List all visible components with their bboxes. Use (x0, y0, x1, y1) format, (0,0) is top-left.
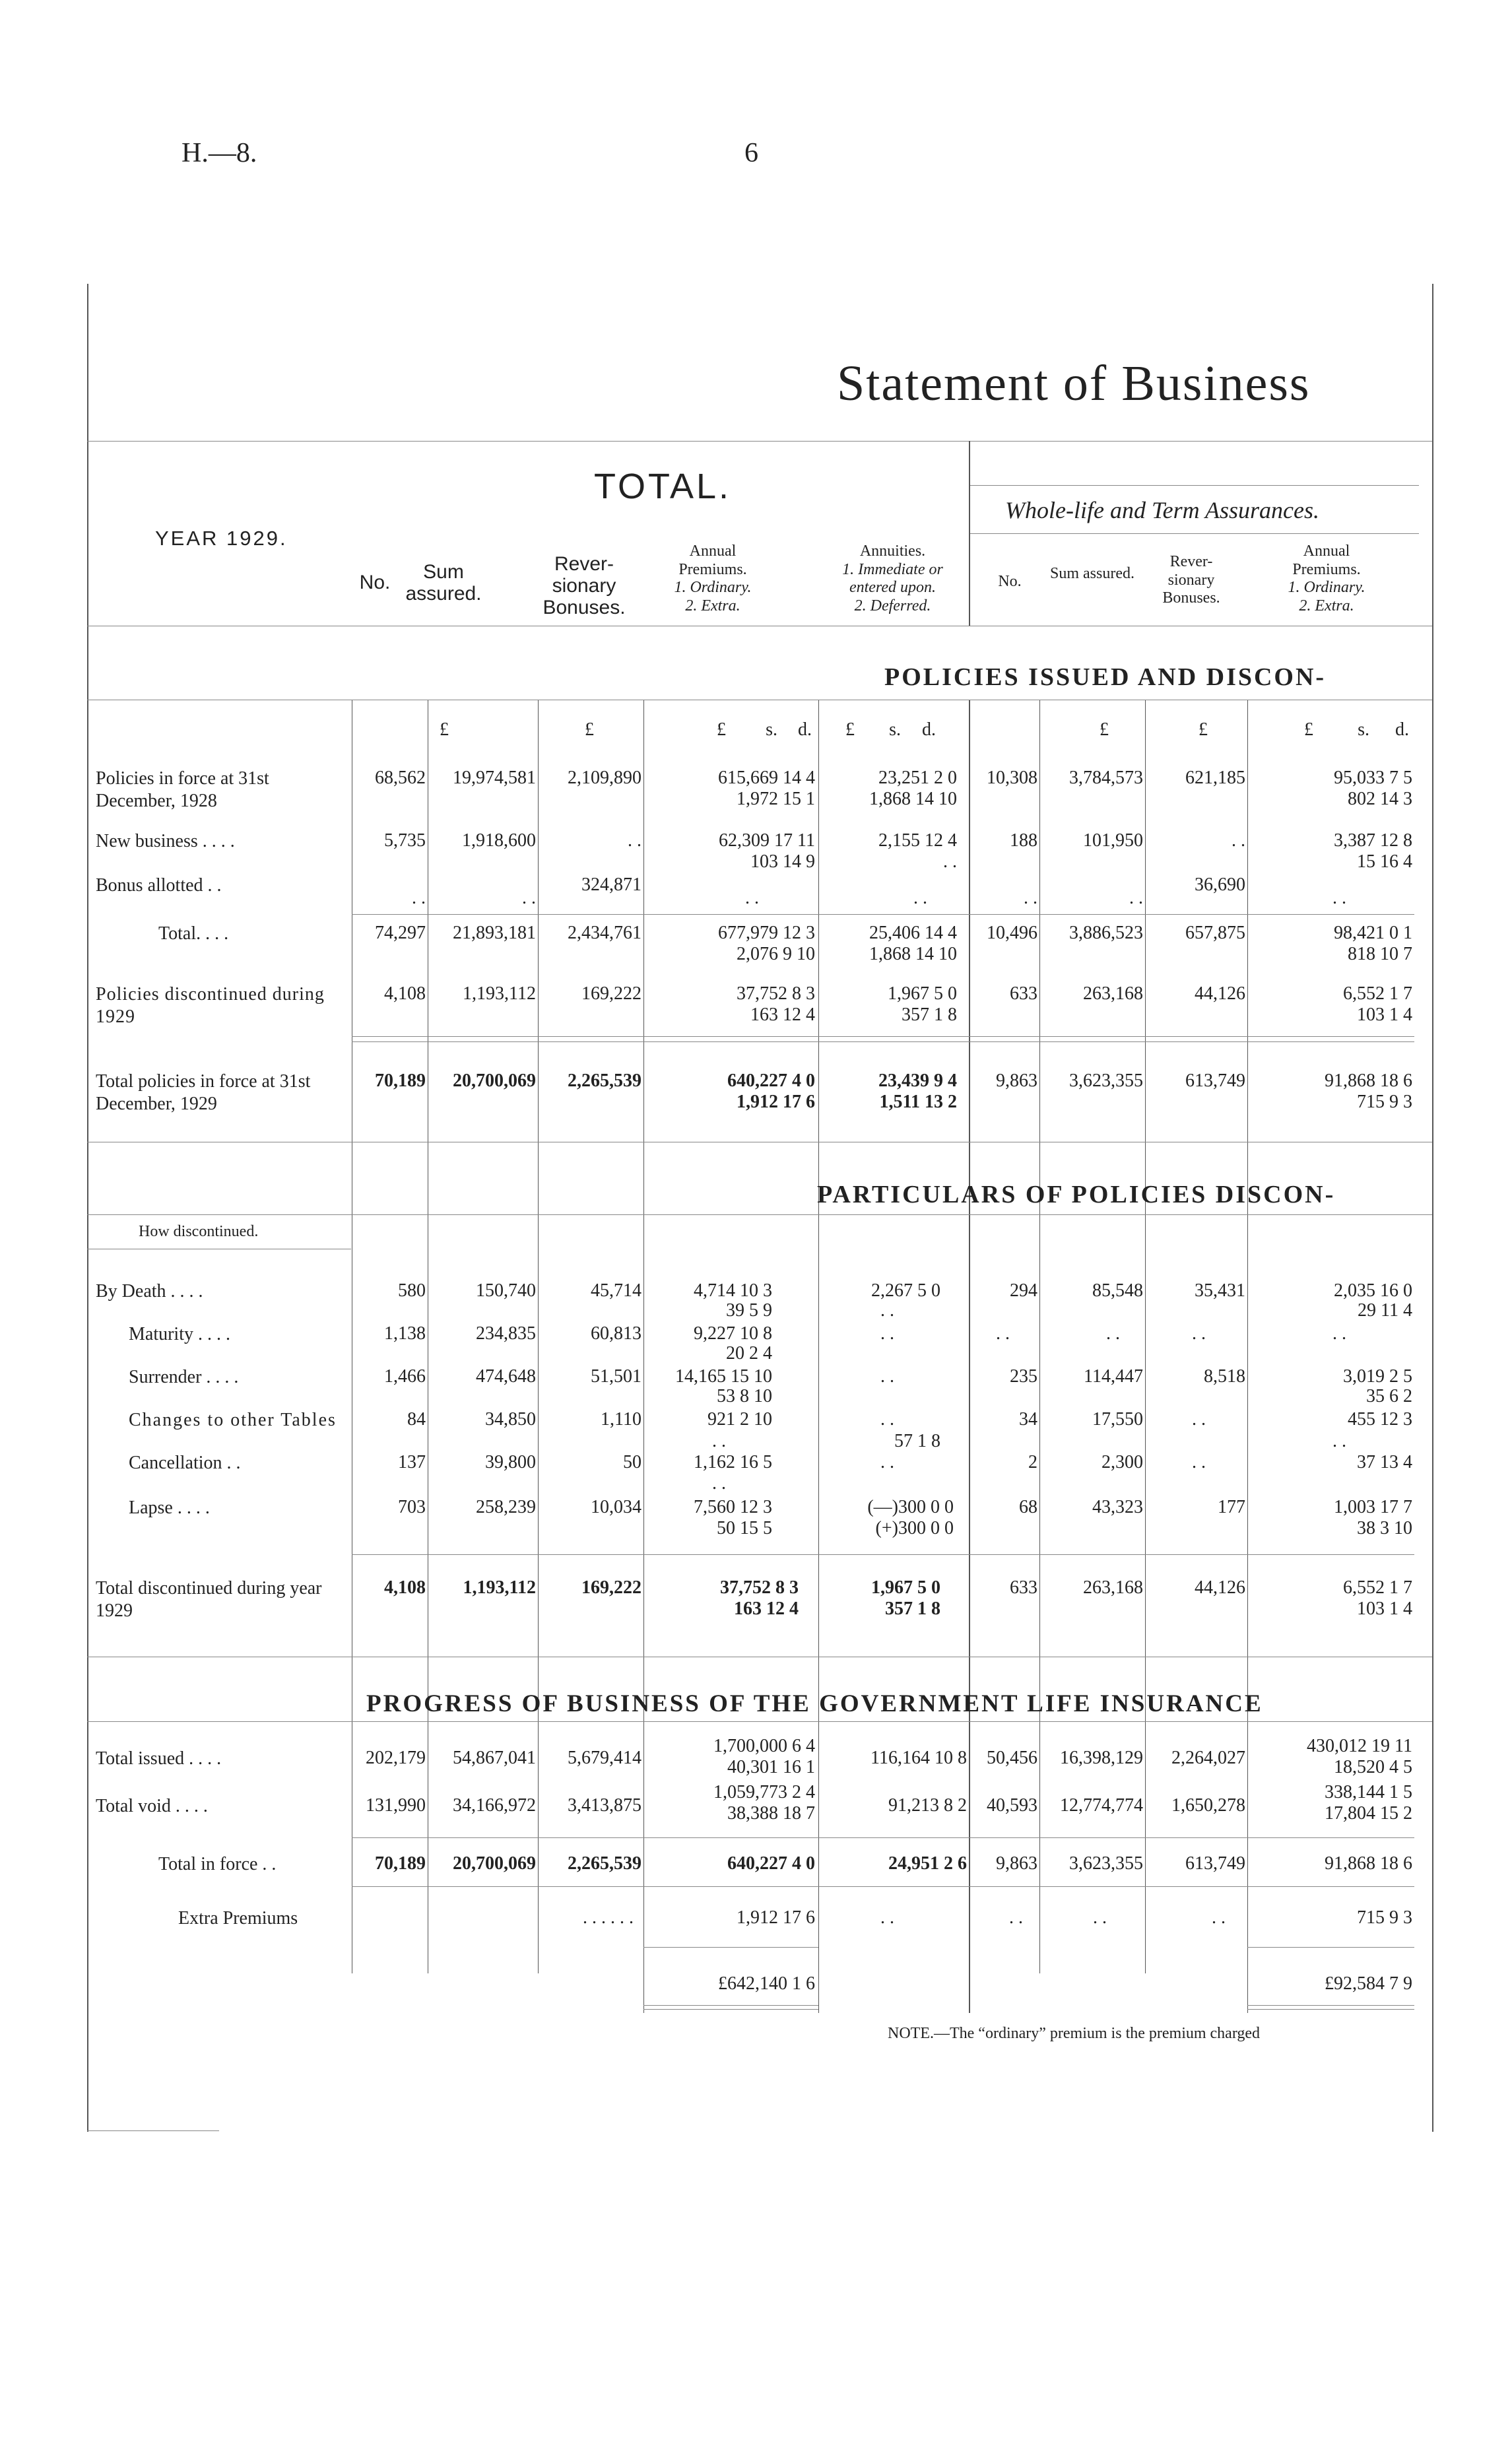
s1-row4-bonus: 169,222 (581, 983, 641, 1004)
s2-row3-ann-2: 57 1 8 (894, 1431, 940, 1451)
page-number: 6 (744, 138, 758, 168)
s1-row5-wl-sum: 3,623,355 (1069, 1071, 1143, 1091)
s1-row3-prem-1: 677,979 12 3 (718, 923, 815, 943)
s1-row4-wl-sum: 263,168 (1083, 983, 1143, 1004)
s2-row5-prem-2: 50 15 5 (717, 1518, 772, 1538)
s1-row4-ann-2: 357 1 8 (902, 1005, 957, 1025)
wl-grand-total-premiums: £92,584 7 9 (1325, 1973, 1412, 1994)
s1-row5-ann-1: 23,439 9 4 (878, 1071, 957, 1091)
s1-row0-ann-1: 23,251 2 0 (878, 768, 957, 788)
s1-row1-wl-prem-2: 15 16 4 (1357, 851, 1412, 872)
s1-row2-wl-no: . . (1024, 888, 1037, 908)
s1-row3-no: 74,297 (375, 923, 426, 943)
s2-row0-wl-no: 294 (1010, 1280, 1037, 1301)
s2-row6-prem-2: 163 12 4 (734, 1599, 799, 1619)
s3-row0-prem-1: 1,700,000 6 4 (713, 1736, 815, 1756)
shilling-sign-1: s. (766, 719, 777, 740)
s3-row2-wl-prem-1: 91,868 18 6 (1325, 1853, 1412, 1874)
s1-row1-prem-1: 62,309 17 11 (719, 830, 815, 851)
s2-row0-bonus: 45,714 (591, 1280, 641, 1301)
s1-row4-prem-1: 37,752 8 3 (737, 983, 815, 1004)
col-annual-premiums: Annual Premiums. 1. Ordinary. 2. Extra. (674, 543, 752, 614)
s2-row1-label: Maturity . . . . (129, 1324, 230, 1344)
s3-row0-bonus: 5,679,414 (568, 1748, 641, 1768)
section1-heading: POLICIES ISSUED AND DISCON- (884, 663, 1327, 691)
s1-row2-wl-sum: . . (1129, 888, 1143, 908)
s2-row1-wl-sum: . . (1106, 1323, 1120, 1344)
s2-row6-label: Total discontinued during year 1929 (96, 1578, 322, 1621)
s2-row5-ann-1: (—)300 0 0 (867, 1497, 954, 1517)
s1-row1-wl-no: 188 (1010, 830, 1037, 851)
s1-row5-label: Total policies in force at 31st December, 1929 (96, 1071, 311, 1114)
s2-row2-sum: 474,648 (476, 1366, 536, 1387)
s1-row3-wl-prem-1: 98,421 0 1 (1334, 923, 1412, 943)
s3-row3-prem-1: 1,912 17 6 (737, 1907, 815, 1928)
s2-row0-wl-prem-1: 2,035 16 0 (1334, 1280, 1412, 1301)
s2-row3-wl-sum: 17,550 (1092, 1409, 1143, 1430)
year-label: YEAR 1929. (155, 527, 288, 550)
s2-row4-sum: 39,800 (485, 1452, 536, 1472)
s2-row2-wl-prem-2: 35 6 2 (1366, 1386, 1412, 1406)
s1-row1-sum: 1,918,600 (462, 830, 536, 851)
bottom-left-rule (87, 2130, 219, 2131)
s2-row3-prem-1: 921 2 10 (707, 1409, 772, 1430)
how-discontinued-label: How discontinued. (139, 1223, 259, 1240)
s3-row1-wl-no: 40,593 (987, 1795, 1037, 1816)
s1-row3-wl-prem-2: 818 10 7 (1348, 944, 1412, 964)
s1-row1-bonus: . . (628, 830, 641, 851)
s2-row6-wl-prem-1: 6,552 1 7 (1343, 1577, 1412, 1598)
s2-row1-prem-2: 20 2 4 (726, 1343, 772, 1364)
s1-row1-ann-2: . . (943, 851, 957, 872)
s3-row3-dots: . . . . . . (583, 1907, 634, 1928)
pound-sign-5: £ (1100, 719, 1109, 740)
s1-row5-wl-bonus: 613,749 (1185, 1071, 1245, 1091)
col-line-3 (538, 700, 539, 1973)
s1-row2-wl-prem-1: . . (1332, 888, 1346, 908)
s3-row1-wl-prem-2: 17,804 15 2 (1325, 1803, 1412, 1824)
s3-row0-wl-prem-1: 430,012 19 11 (1307, 1736, 1412, 1756)
s1-row2-wl-bonus: 36,690 (1195, 874, 1245, 895)
s2-row0-label: By Death . . . . (96, 1281, 203, 1302)
s2-row4-bonus: 50 (623, 1452, 641, 1472)
page-reference: H.—8. (181, 138, 257, 168)
s1-row4-wl-no: 633 (1010, 983, 1037, 1004)
section2-heading: PARTICULARS OF POLICIES DISCON- (817, 1181, 1336, 1208)
col-no: No. (359, 572, 391, 593)
s2-row0-wl-prem-2: 29 11 4 (1358, 1300, 1412, 1321)
s1-row5-sum: 20,700,069 (453, 1071, 536, 1091)
s1-row5-prem-2: 1,912 17 6 (737, 1092, 815, 1112)
s2-row2-label: Surrender . . . . (129, 1367, 239, 1387)
s2-row3-sum: 34,850 (485, 1409, 536, 1430)
wl-heading-rule-top (970, 485, 1419, 486)
s1-row0-wl-prem-1: 95,033 7 5 (1334, 768, 1412, 788)
s3-row3-ann-1: . . (880, 1907, 894, 1928)
s2-row6-prem-1: 37,752 8 3 (720, 1577, 799, 1598)
s1-row0-wl-sum: 3,784,573 (1069, 768, 1143, 788)
s2-row3-wl-prem-1: 455 12 3 (1348, 1409, 1412, 1430)
s2-row4-wl-prem-1: 37 13 4 (1357, 1452, 1412, 1472)
col-sum-assured: Sum assured. (405, 561, 482, 605)
s1-row3-wl-no: 10,496 (987, 923, 1037, 943)
s3-row0-wl-sum: 16,398,129 (1060, 1748, 1143, 1768)
s1-row3-wl-sum: 3,886,523 (1069, 923, 1143, 943)
s1-row0-label: Policies in force at 31st December, 1928 (96, 768, 269, 811)
s3-row1-prem-2: 38,388 18 7 (727, 1803, 815, 1824)
s2-row2-wl-sum: 114,447 (1084, 1366, 1143, 1387)
s1-row5-no: 70,189 (375, 1071, 426, 1091)
s1-row0-bonus: 2,109,890 (568, 768, 641, 788)
shilling-sign-3: s. (1358, 719, 1369, 740)
s2-row6-wl-sum: 263,168 (1083, 1577, 1143, 1598)
s1-row2-bonus: 324,871 (581, 874, 641, 895)
col-line-5 (818, 700, 819, 2013)
s2-total-rule (352, 1554, 1414, 1555)
s1-row2-sum: . . (522, 888, 536, 908)
pound-sign-7: £ (1304, 719, 1313, 740)
s2-row5-sum: 258,239 (476, 1497, 536, 1517)
s3-row0-no: 202,179 (366, 1748, 426, 1768)
s1-row5-ann-2: 1,511 13 2 (879, 1092, 957, 1112)
grand-total-rule-1 (643, 2005, 818, 2006)
s1-row4-sum: 1,193,112 (463, 983, 536, 1004)
s1-row0-sum: 19,974,581 (453, 768, 536, 788)
s1-total-rule-1 (352, 1036, 1414, 1037)
section2-top-rule (87, 1214, 1432, 1215)
s2-row1-sum: 234,835 (476, 1323, 536, 1344)
s3-row0-sum: 54,867,041 (453, 1748, 536, 1768)
s2-row3-no: 84 (407, 1409, 426, 1430)
s3-row1-wl-bonus: 1,650,278 (1171, 1795, 1245, 1816)
left-frame-line (87, 284, 88, 2132)
s1-row5-wl-prem-1: 91,868 18 6 (1325, 1071, 1412, 1091)
s2-row4-no: 137 (398, 1452, 426, 1472)
wl-grand-total-rule-2 (1247, 2009, 1414, 2010)
s2-row0-prem-1: 4,714 10 3 (694, 1280, 772, 1301)
s1-row2-label: Bonus allotted . . (96, 875, 222, 896)
s2-row2-wl-prem-1: 3,019 2 5 (1343, 1366, 1412, 1387)
s2-row6-bonus: 169,222 (581, 1577, 641, 1598)
s2-row4-ann-1: . . (880, 1452, 894, 1472)
s3-row1-wl-prem-1: 338,144 1 5 (1325, 1782, 1412, 1802)
s1-row4-prem-2: 163 12 4 (750, 1005, 815, 1025)
s2-row5-prem-1: 7,560 12 3 (694, 1497, 772, 1517)
wl-col-reversionary-bonuses: Rever-sionary Bonuses. (1162, 553, 1220, 607)
s2-row5-wl-no: 68 (1019, 1497, 1037, 1517)
s3-row2-wl-sum: 3,623,355 (1069, 1853, 1143, 1874)
col-annuities: Annuities. 1. Immediate or entered upon. 2. Deferred. (842, 543, 943, 614)
s2-row5-wl-sum: 43,323 (1092, 1497, 1143, 1517)
s1-row3-ann-1: 25,406 14 4 (869, 923, 957, 943)
s3-row3-wl-prem-1: 715 9 3 (1357, 1907, 1412, 1928)
s2-row3-ann-1: . . (880, 1409, 894, 1430)
s2-row3-bonus: 1,110 (601, 1409, 641, 1430)
s2-row0-ann-2: . . (880, 1300, 894, 1321)
s2-row5-ann-2: (+)300 0 0 (875, 1518, 954, 1538)
s1-row1-label: New business . . . . (96, 831, 235, 851)
s1-row1-ann-1: 2,155 12 4 (878, 830, 957, 851)
wl-col-no: No. (998, 573, 1022, 590)
s1-subtotal-rule (352, 914, 1414, 915)
s1-row0-prem-1: 615,669 14 4 (718, 768, 815, 788)
s2-row4-wl-bonus: . . (1192, 1452, 1206, 1472)
s2-row1-ann-1: . . (880, 1323, 894, 1344)
s2-row0-ann-1: 2,267 5 0 (871, 1280, 940, 1301)
s2-row2-bonus: 51,501 (591, 1366, 641, 1387)
s2-row2-wl-bonus: 8,518 (1204, 1366, 1245, 1387)
s2-row6-wl-no: 633 (1010, 1577, 1037, 1598)
s2-row5-bonus: 10,034 (591, 1497, 641, 1517)
s3-row1-sum: 34,166,972 (453, 1795, 536, 1816)
s1-row1-wl-bonus: . . (1232, 830, 1245, 851)
wl-heading-rule-bottom (970, 533, 1419, 534)
col-reversionary-bonuses: Rever-sionary Bonuses. (542, 553, 626, 618)
total-heading: TOTAL. (594, 467, 732, 506)
s2-row6-wl-prem-2: 103 1 4 (1357, 1599, 1412, 1619)
s3-row0-wl-no: 50,456 (987, 1748, 1037, 1768)
s3-row1-ann-1: 91,213 8 2 (888, 1795, 967, 1816)
s2-row2-wl-no: 235 (1010, 1366, 1037, 1387)
pound-sign-4: £ (845, 719, 855, 740)
s3-subtotal-rule (352, 1837, 1414, 1838)
pence-sign-2: d. (922, 719, 936, 740)
s2-row6-no: 4,108 (384, 1577, 426, 1598)
s1-row5-wl-no: 9,863 (996, 1071, 1037, 1091)
wl-group-divider (969, 441, 970, 626)
s3-row2-wl-bonus: 613,749 (1185, 1853, 1245, 1874)
s2-row2-prem-1: 14,165 15 10 (675, 1366, 772, 1387)
s1-row1-no: 5,735 (384, 830, 426, 851)
s2-row1-wl-bonus: . . (1192, 1323, 1206, 1344)
section3-heading: PROGRESS OF BUSINESS OF THE GOVERNMENT LIFE INSURANCE (366, 1690, 1263, 1717)
s2-row3-wl-prem-2: . . (1332, 1431, 1346, 1451)
s3-row3-wl-sum: . . (1093, 1907, 1107, 1928)
pound-sign-6: £ (1199, 719, 1208, 740)
s3-row2-label: Total in force . . (158, 1854, 277, 1874)
s1-row2-no: . . (412, 888, 426, 908)
s1-row4-wl-prem-1: 6,552 1 7 (1343, 983, 1412, 1004)
s2-row2-no: 1,466 (384, 1366, 426, 1387)
s1-row3-sum: 21,893,181 (453, 923, 536, 943)
s1-row1-prem-2: 103 14 9 (750, 851, 815, 872)
s3-row0-prem-2: 40,301 16 1 (727, 1757, 815, 1777)
s1-row4-ann-1: 1,967 5 0 (888, 983, 957, 1004)
whole-life-heading: Whole-life and Term Assurances. (1005, 497, 1319, 523)
s2-row4-prem-2: . . (712, 1473, 726, 1494)
s2-row4-wl-sum: 2,300 (1101, 1452, 1143, 1472)
pence-sign-1: d. (798, 719, 812, 740)
s3-row3-wl-bonus: . . (1212, 1907, 1226, 1928)
s1-row0-wl-bonus: 621,185 (1185, 768, 1245, 788)
col-line-8 (1145, 700, 1146, 1973)
wl-grand-total-top-rule (1247, 1947, 1414, 1948)
shilling-sign-2: s. (889, 719, 901, 740)
s2-row5-no: 703 (398, 1497, 426, 1517)
s1-row0-ann-2: 1,868 14 10 (869, 789, 957, 809)
s1-row3-label: Total. . . . (158, 923, 229, 944)
s2-row6-wl-bonus: 44,126 (1195, 1577, 1245, 1598)
col-line-4 (643, 700, 644, 2013)
s2-row2-ann-1: . . (880, 1366, 894, 1387)
s2-row4-prem-1: 1,162 16 5 (694, 1452, 772, 1472)
s1-row0-wl-prem-2: 802 14 3 (1348, 789, 1412, 809)
s2-row3-wl-bonus: . . (1192, 1409, 1206, 1430)
s3-row0-wl-bonus: 2,264,027 (1171, 1748, 1245, 1768)
s2-row2-prem-2: 53 8 10 (717, 1386, 772, 1406)
s2-row3-label: Changes to other Tables (129, 1410, 337, 1430)
s2-row1-wl-prem-1: . . (1332, 1323, 1346, 1344)
s3-row2-prem-1: 640,227 4 0 (727, 1853, 815, 1874)
s1-row5-wl-prem-2: 715 9 3 (1357, 1092, 1412, 1112)
s1-row3-wl-bonus: 657,875 (1185, 923, 1245, 943)
s1-row5-prem-1: 640,227 4 0 (727, 1071, 815, 1091)
s2-row5-wl-prem-1: 1,003 17 7 (1334, 1497, 1412, 1517)
grand-total-rule-2 (643, 2009, 818, 2010)
wl-col-sum-assured: Sum assured. (1050, 565, 1134, 582)
s2-row6-ann-2: 357 1 8 (885, 1599, 940, 1619)
s3-row2-ann-1: 24,951 2 6 (888, 1853, 967, 1874)
s3-row3-wl-no: . . (1009, 1907, 1023, 1928)
s1-row3-ann-2: 1,868 14 10 (869, 944, 957, 964)
s3-extra-rule (352, 1886, 1414, 1887)
s2-row3-prem-2: . . (712, 1431, 726, 1451)
s2-row1-wl-no: . . (996, 1323, 1010, 1344)
s2-row6-ann-1: 1,967 5 0 (871, 1577, 940, 1598)
header-top-rule (87, 441, 1432, 442)
pound-sign-1: £ (440, 719, 449, 740)
s2-row0-sum: 150,740 (476, 1280, 536, 1301)
col-line-9 (1247, 700, 1248, 2013)
s1-row3-prem-2: 2,076 9 10 (737, 944, 815, 964)
s3-row3-label: Extra Premiums (178, 1908, 298, 1929)
s3-row2-no: 70,189 (375, 1853, 426, 1874)
s1-row0-prem-2: 1,972 15 1 (737, 789, 815, 809)
s2-row4-label: Cancellation . . (129, 1453, 241, 1473)
s2-row1-prem-1: 9,227 10 8 (694, 1323, 772, 1344)
s3-row1-prem-1: 1,059,773 2 4 (713, 1782, 815, 1802)
s2-row0-no: 580 (398, 1280, 426, 1301)
s3-row2-wl-no: 9,863 (996, 1853, 1037, 1874)
s2-row0-wl-bonus: 35,431 (1195, 1280, 1245, 1301)
s1-row5-bonus: 2,265,539 (568, 1071, 641, 1091)
s2-row0-prem-2: 39 5 9 (726, 1300, 772, 1321)
s2-row1-bonus: 60,813 (591, 1323, 641, 1344)
page-title: Statement of Business (837, 356, 1311, 411)
pound-sign-2: £ (585, 719, 594, 740)
s1-row1-wl-sum: 101,950 (1083, 830, 1143, 851)
s1-row2-ann-1: . . (913, 888, 927, 908)
s3-row0-wl-prem-2: 18,520 4 5 (1334, 1757, 1412, 1777)
s2-row5-label: Lapse . . . . (129, 1498, 210, 1518)
s1-row0-no: 68,562 (375, 768, 426, 788)
grand-total-premiums: £642,140 1 6 (718, 1973, 815, 1994)
s3-row1-wl-sum: 12,774,774 (1060, 1795, 1143, 1816)
right-frame-line (1432, 284, 1433, 2132)
s1-row4-wl-bonus: 44,126 (1195, 983, 1245, 1004)
s2-row4-wl-no: 2 (1028, 1452, 1037, 1472)
s2-row3-wl-no: 34 (1019, 1409, 1037, 1430)
col-line-7 (1039, 700, 1040, 1973)
s1-row4-no: 4,108 (384, 983, 426, 1004)
s3-row1-label: Total void . . . . (96, 1796, 208, 1816)
s1-row0-wl-no: 10,308 (987, 768, 1037, 788)
s3-row2-bonus: 2,265,539 (568, 1853, 641, 1874)
wl-grand-total-rule-1 (1247, 2005, 1414, 2006)
s1-row1-wl-prem-1: 3,387 12 8 (1334, 830, 1412, 851)
s1-row3-bonus: 2,434,761 (568, 923, 641, 943)
s1-row2-prem-1: . . (745, 888, 759, 908)
s3-row1-bonus: 3,413,875 (568, 1795, 641, 1816)
s2-row5-wl-bonus: 177 (1218, 1497, 1245, 1517)
s1-row4-wl-prem-2: 103 1 4 (1357, 1005, 1412, 1025)
grand-total-top-rule (643, 1947, 818, 1948)
s1-row4-label: Policies discontinued during 1929 (96, 984, 325, 1027)
pence-sign-3: d. (1395, 719, 1409, 740)
footnote: NOTE.—The “ordinary” premium is the premium charged (888, 2025, 1261, 2042)
s2-row0-wl-sum: 85,548 (1092, 1280, 1143, 1301)
s3-row2-sum: 20,700,069 (453, 1853, 536, 1874)
pound-sign-3: £ (717, 719, 726, 740)
s1-total-rule-2 (352, 1041, 1414, 1042)
wl-col-annual-premiums: Annual Premiums. 1. Ordinary. 2. Extra. (1288, 543, 1365, 614)
s2-row1-no: 1,138 (384, 1323, 426, 1344)
section3-top-rule (87, 1721, 1432, 1722)
s3-row0-label: Total issued . . . . (96, 1748, 222, 1769)
s3-row1-no: 131,990 (366, 1795, 426, 1816)
s2-row5-wl-prem-2: 38 3 10 (1357, 1518, 1412, 1538)
s3-row0-ann-1: 116,164 10 8 (871, 1748, 967, 1768)
s2-row6-sum: 1,193,112 (463, 1577, 536, 1598)
